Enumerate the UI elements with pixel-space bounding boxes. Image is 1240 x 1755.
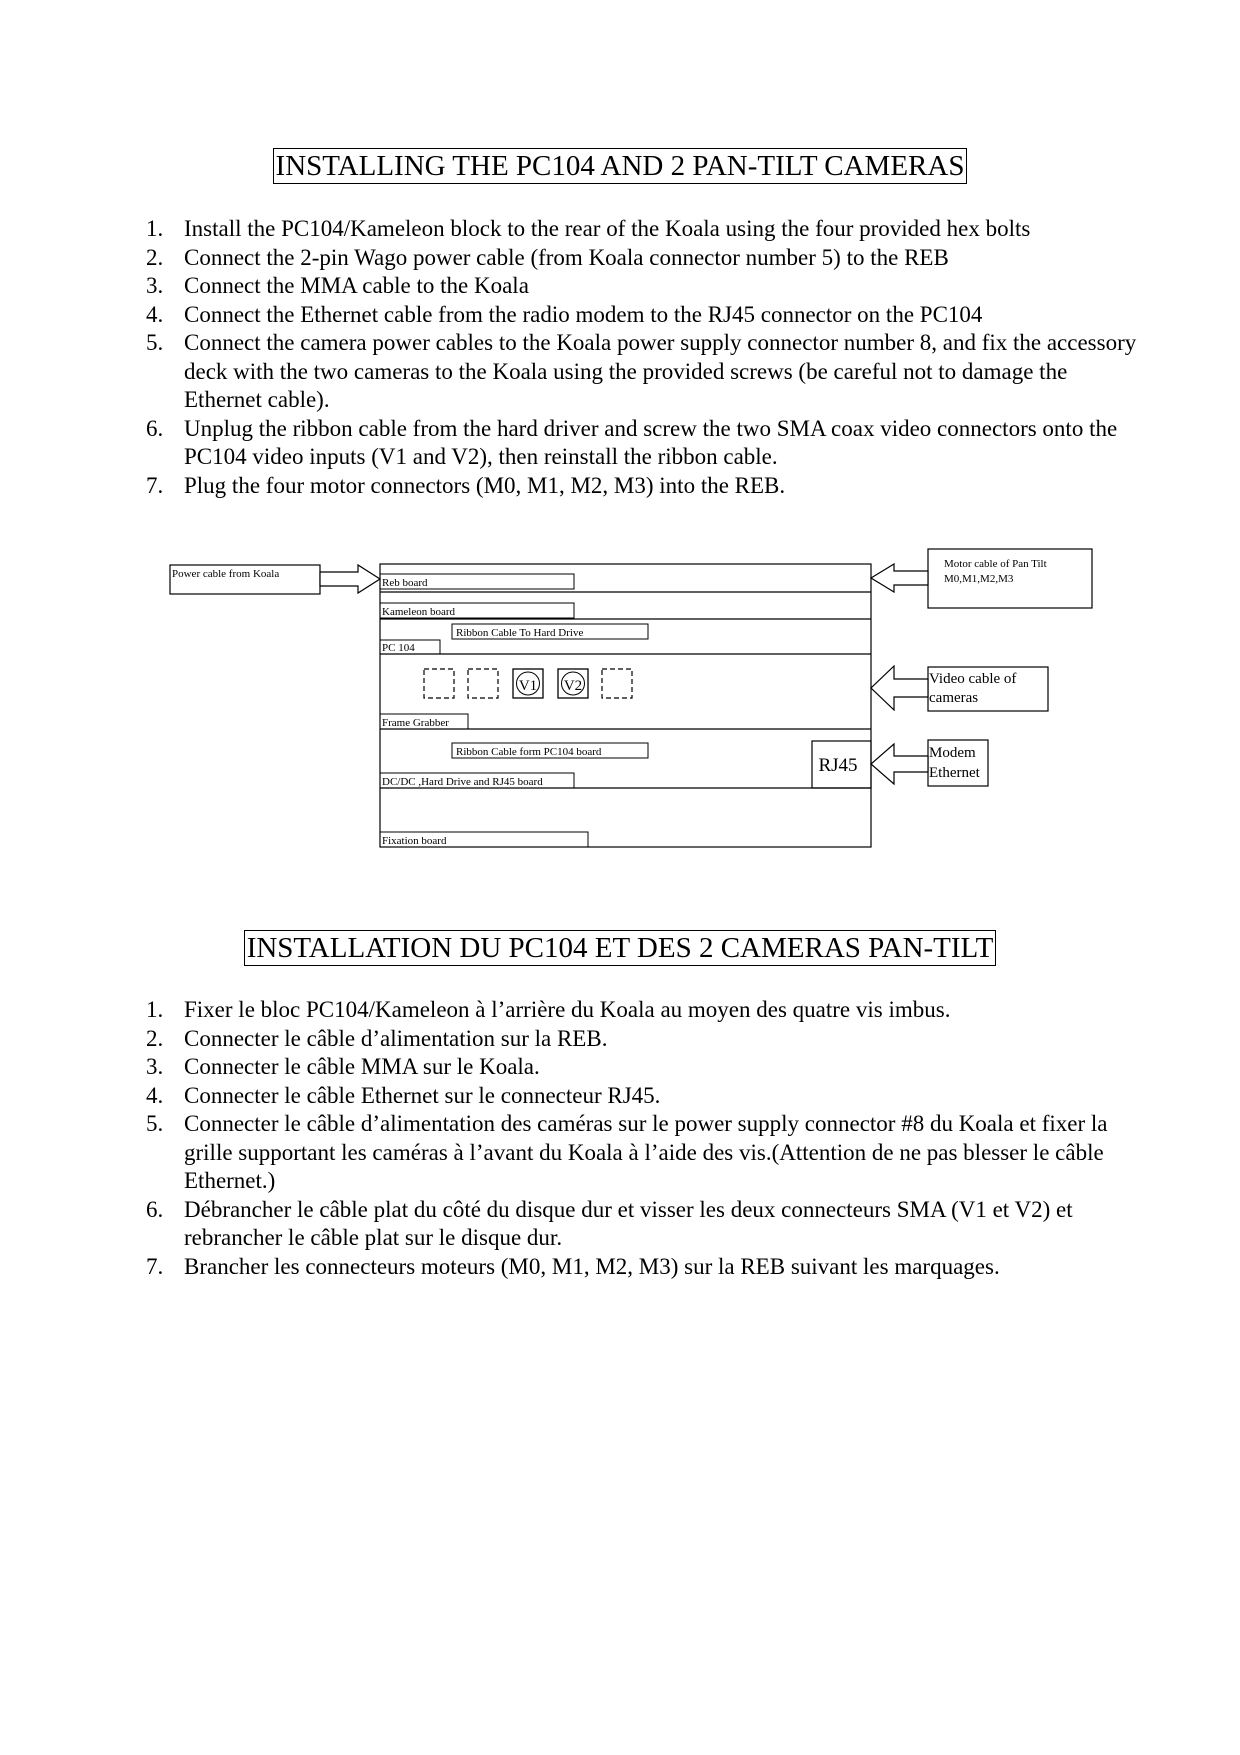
list-item: 7. Brancher les connecteurs moteurs (M0, M1, M2, M3) sur la REB suivant les marquages. [146,1253,1000,1279]
motor-arrow-icon [871,564,928,592]
list-item: 7. Plug the four motor connectors (M0, M1, M2, M3) into the REB. [146,472,786,498]
list-item: 5. Connect the camera power cables to the Koala power supply connector number 8, and fix the accessory deck with the two cameras to the Koala using the provided screws (be careful not to damage the Ethernet cable). [146,330,1137,412]
ribbon-from-pc104-label: Ribbon Cable form PC104 board [456,746,602,758]
modem-arrow-icon [871,744,928,784]
list-item: 2. Connect the 2-pin Wago power cable (from Koala connector number 5) to the REB [146,244,949,270]
v2-label: V2 [563,678,583,694]
list-item: 4. Connecter le câble Ethernet sur le connecteur RJ45. [146,1082,661,1108]
modem-label-line1: Modem [929,745,976,761]
list-item: 4. Connect the Ethernet cable from the radio modem to the RJ45 connector on the PC104 [146,301,983,327]
video-arrow-icon [871,666,928,710]
empty-connector-slot [424,669,454,698]
power-arrow-icon [320,565,380,593]
list-item: 5. Connecter le câble d’alimentation des caméras sur le power supply connector #8 du Koala et fixer la grille supportant les caméras à l’avant du Koala à l’aide des vis.(Attention de ne pas blesser le câble Ethernet.) [146,1111,1108,1193]
list-item: 6. Unplug the ribbon cable from the hard driver and screw the two SMA coax video connectors onto the PC104 video inputs (V1 and V2), then reinstall the ribbon cable. [146,415,1118,469]
steps-fr-list [140,996,1140,1281]
heading-fr [0,930,1240,966]
motor-cable-label-line1: Motor cable of Pan Tilt [944,558,1047,570]
list-item: 3. Connect the MMA cable to the Koala [146,273,529,298]
rj45-label: RJ45 [818,755,858,776]
ribbon-to-hd-label: Ribbon Cable To Hard Drive [456,627,584,639]
power-cable-label: Power cable from Koala [172,568,280,580]
list-item: 2. Connecter le câble d’alimentation sur la REB. [146,1025,608,1051]
pc104-label: PC 104 [382,642,415,654]
dcdc-board-label: DC/DC ,Hard Drive and RJ45 board [382,776,543,788]
frame-grabber-label: Frame Grabber [382,717,449,729]
v1-label: V1 [518,678,538,694]
heading-fr-text: INSTALLATION DU PC104 ET DES 2 CAMERAS PAN-TILT [244,930,997,966]
video-cable-label-line2: cameras [929,690,979,706]
list-item: 3. Connecter le câble MMA sur le Koala. [146,1054,540,1079]
fixation-board-label: Fixation board [382,835,447,847]
empty-connector-slot [468,669,498,698]
reb-board-label: Reb board [382,577,428,589]
list-item: 6. Débrancher le câble plat du côté du disque dur et visser les deux connecteurs SMA (V1 et V2) et rebrancher le câble plat sur le disque dur. [146,1196,1073,1250]
video-cable-label-line1: Video cable of [929,671,1017,687]
kameleon-board-label: Kameleon board [382,606,455,618]
heading-en-text: INSTALLING THE PC104 AND 2 PAN-TILT CAMERAS [273,148,968,184]
modem-label-line2: Ethernet [929,765,980,781]
list-item: 1. Fixer le bloc PC104/Kameleon à l’arrière du Koala au moyen des quatre vis imbus. [146,997,951,1022]
empty-connector-slot [602,669,632,698]
list-item: 1. Install the PC104/Kameleon block to the rear of the Koala using the four provided hex bolts [146,216,1031,241]
motor-cable-label-line2: M0,M1,M2,M3 [944,573,1014,585]
